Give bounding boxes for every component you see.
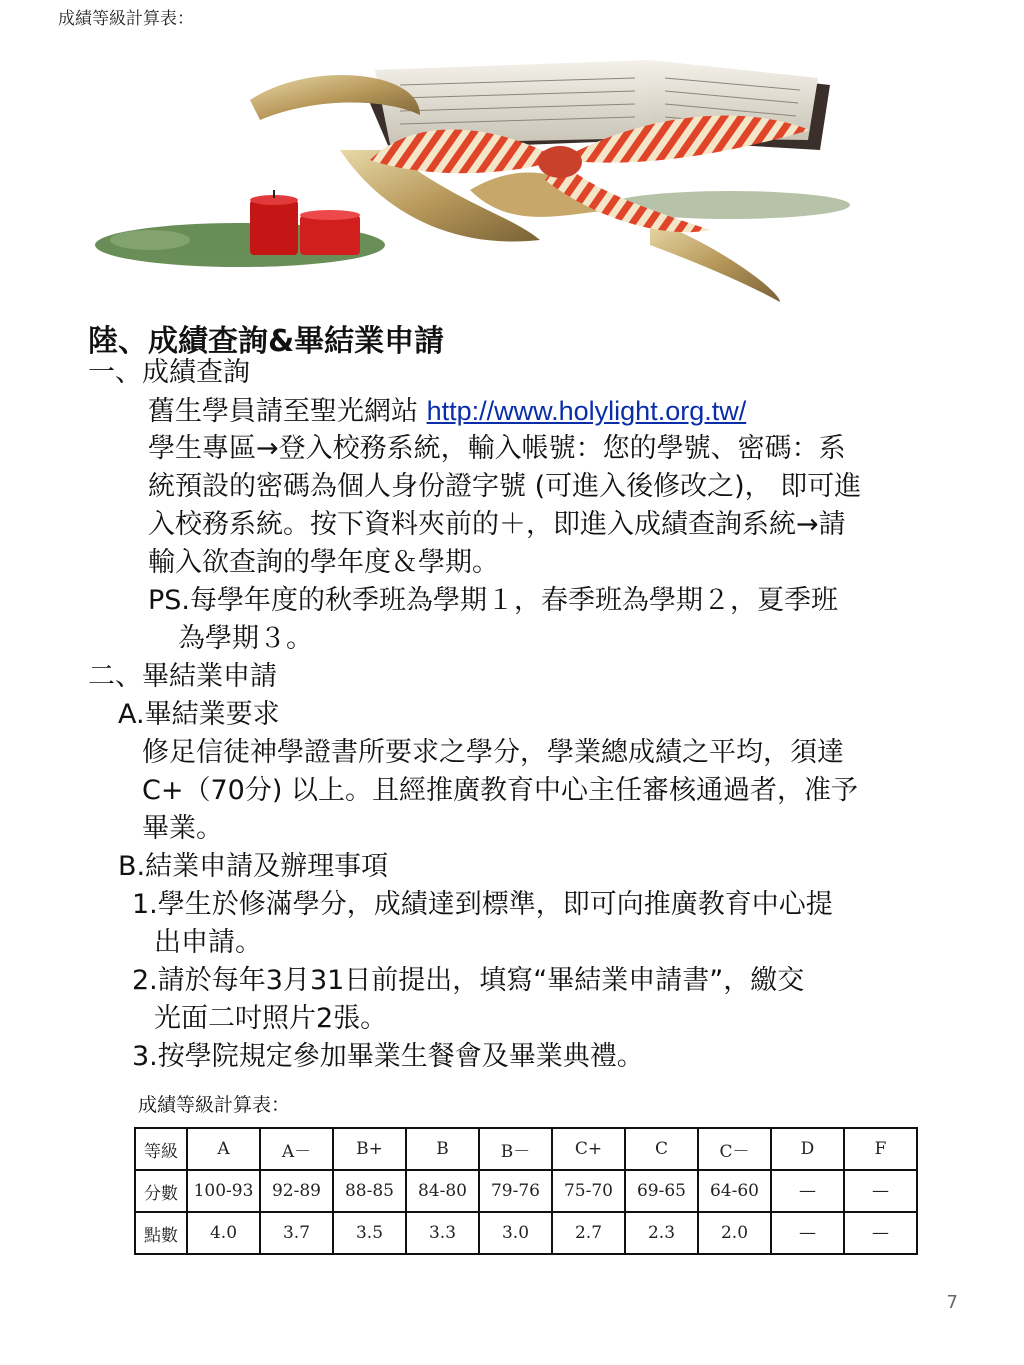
table-cell: 79-76: [479, 1170, 552, 1212]
table-cell: 2.3: [625, 1212, 698, 1254]
requirement-title: A.畢結業要求: [118, 699, 280, 730]
table-cell: C－: [698, 1128, 771, 1170]
table-cell: 3.7: [260, 1212, 333, 1254]
table-cell: —: [771, 1170, 844, 1212]
ps-note: [148, 582, 948, 658]
table-cell: 3.5: [333, 1212, 406, 1254]
part2-title: 二、畢結業申請: [88, 661, 277, 692]
part1-paragraph: [148, 430, 948, 582]
table-row-header: 點數: [135, 1212, 187, 1254]
table-cell: 75-70: [552, 1170, 625, 1212]
table-cell: A－: [260, 1128, 333, 1170]
table-cell: 3.3: [406, 1212, 479, 1254]
table-row: [135, 1128, 917, 1170]
table-cell: —: [844, 1212, 917, 1254]
part1-website-line: [148, 392, 948, 431]
table-cell: 100-93: [187, 1170, 260, 1212]
table-cell: 92-89: [260, 1170, 333, 1212]
table-cell: 64-60: [698, 1170, 771, 1212]
table-row: [135, 1170, 917, 1212]
table-cell: B－: [479, 1128, 552, 1170]
part1-line: 學生專區→登入校務系統，輸入帳號：您的學號、密碼：系: [148, 433, 846, 464]
table-cell: B+: [333, 1128, 406, 1170]
application-item: [132, 962, 932, 1038]
table-cell: 69-65: [625, 1170, 698, 1212]
grade-table: [134, 1127, 918, 1255]
table-cell: C+: [552, 1128, 625, 1170]
table-row-header: 分數: [135, 1170, 187, 1212]
application-item-line: 出申請。: [154, 927, 262, 958]
table-cell: 3.0: [479, 1212, 552, 1254]
table-row: [135, 1212, 917, 1254]
table-caption: 成績等級計算表：: [138, 1094, 291, 1116]
page-number: 7: [946, 1292, 958, 1313]
part1-line: 入校務系統。按下資料夾前的＋，即進入成績查詢系統→請: [148, 509, 846, 540]
ps-line: PS.每學年度的秋季班為學期１，春季班為學期２，夏季班: [148, 585, 839, 616]
requirement-line: C+（70分) 以上。且經推廣教育中心主任審核通過者，准予: [142, 775, 858, 806]
header-title: 成績等級計算表：: [58, 9, 194, 29]
table-row-header: 等級: [135, 1128, 187, 1170]
part1-line: 統預設的密碼為個人身份證字號 (可進入後修改之)， 即可進: [148, 471, 862, 502]
application-item-line: 1.學生於修滿學分，成績達到標準，即可向推廣教育中心提: [132, 889, 833, 920]
table-cell: B: [406, 1128, 479, 1170]
requirement-paragraph: [142, 734, 942, 848]
table-cell: 2.7: [552, 1212, 625, 1254]
table-cell: 88-85: [333, 1170, 406, 1212]
application-item-line: 光面二吋照片2張。: [154, 1003, 388, 1034]
application-item: [132, 1038, 932, 1076]
part1-title: 一、成績查詢: [88, 357, 250, 388]
table-cell: 84-80: [406, 1170, 479, 1212]
candle-icon: [250, 190, 360, 255]
application-item-line: 2.請於每年3月31日前提出，填寫“畢結業申請書”，繳交: [132, 965, 805, 996]
table-cell: —: [844, 1170, 917, 1212]
table-cell: F: [844, 1128, 917, 1170]
table-cell: 2.0: [698, 1212, 771, 1254]
application-item-line: 3.按學院規定參加畢業生餐會及畢業典禮。: [132, 1041, 644, 1072]
part1-line: 輸入欲查詢的學年度＆學期。: [148, 547, 499, 578]
table-cell: 4.0: [187, 1212, 260, 1254]
requirement-line: 畢業。: [142, 813, 223, 844]
table-cell: C: [625, 1128, 698, 1170]
decorative-illustration: [90, 40, 950, 302]
ps-line: 為學期３。: [178, 623, 313, 654]
section-title: 陸、成績查詢&畢結業申請: [88, 324, 445, 359]
table-cell: D: [771, 1128, 844, 1170]
application-item: [132, 886, 932, 962]
table-cell: A: [187, 1128, 260, 1170]
website-link[interactable]: http://www.holylight.org.tw/: [426, 396, 747, 426]
application-title: B.結業申請及辦理事項: [118, 851, 389, 882]
table-cell: —: [771, 1212, 844, 1254]
requirement-line: 修足信徒神學證書所要求之學分，學業總成績之平均，須達: [142, 737, 844, 768]
website-prefix: 舊生學員請至聖光網站: [148, 396, 427, 427]
